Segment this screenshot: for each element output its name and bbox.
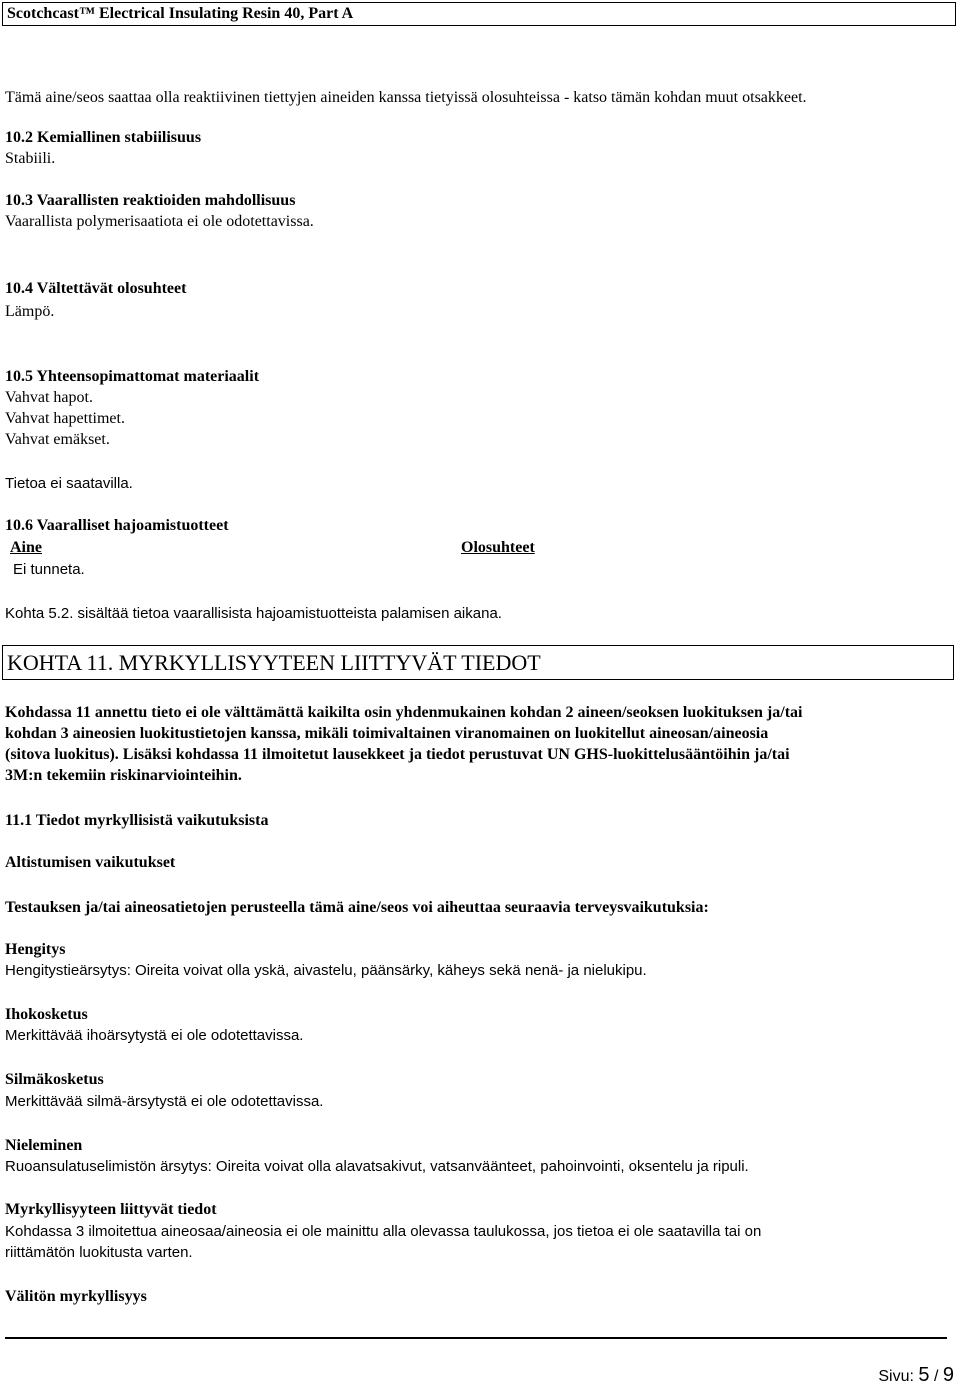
- table-cell-substance: Ei tunneta.: [13, 561, 85, 578]
- text-10-6-note: Kohta 5.2. sisältää tietoa vaarallisista hajoamistuotteista palamisen aikana.: [5, 605, 502, 622]
- eye-text: Merkittävää silmä-ärsytystä ei ole odotettavissa.: [5, 1093, 324, 1110]
- heading-10-4: 10.4 Vältettävät olosuhteet: [5, 280, 187, 297]
- text-10-5-note: Tietoa ei saatavilla.: [5, 475, 133, 492]
- ingestion-text: Ruoansulatuselimistön ärsytys: Oireita voivat olla alavatsakivut, vatsanväänteet, pahoinvointi, oksentelu ja ripuli.: [5, 1158, 749, 1175]
- heading-10-2: 10.2 Kemiallinen stabiilisuus: [5, 129, 202, 146]
- heading-11-1: 11.1 Tiedot myrkyllisistä vaikutuksista: [5, 812, 269, 829]
- footer-divider: [5, 1337, 947, 1339]
- eye-heading: Silmäkosketus: [5, 1071, 104, 1088]
- table-header-conditions: Olosuhteet: [461, 539, 535, 556]
- section-11-title: KOHTA 11. MYRKYLLISYYTEEN LIITTYVÄT TIEDOT: [2, 645, 954, 680]
- text-10-2: Stabiili.: [5, 150, 56, 167]
- heading-10-5: 10.5 Yhteensopimattomat materiaalit: [5, 368, 260, 385]
- page-label: Sivu:: [878, 1368, 914, 1385]
- skin-text: Merkittävää ihoärsytystä ei ole odotettavissa.: [5, 1027, 304, 1044]
- toxicity-heading: Myrkyllisyyteen liittyvät tiedot: [5, 1201, 217, 1218]
- testing-heading: Testauksen ja/tai aineosatietojen perusteella tämä aine/seos voi aiheuttaa seuraavia terveysvaikutuksia:: [5, 899, 709, 916]
- heading-10-6: 10.6 Vaaralliset hajoamistuotteet: [5, 517, 229, 534]
- ingestion-heading: Nieleminen: [5, 1137, 83, 1154]
- toxicity-text-line: riittämätön luokitusta varten.: [5, 1244, 193, 1261]
- inhalation-text: Hengitystieärsytys: Oireita voivat olla yskä, aivastelu, päänsärky, käheys sekä nenä- ja nielukipu.: [5, 962, 647, 979]
- exposure-heading: Altistumisen vaikutukset: [5, 854, 176, 871]
- skin-heading: Ihokosketus: [5, 1006, 88, 1023]
- list-item: Vahvat hapettimet.: [5, 410, 125, 427]
- document-header-title: Scotchcast™ Electrical Insulating Resin 40, Part A: [2, 2, 956, 26]
- current-page: 5: [918, 1364, 930, 1386]
- section-11-intro-line: 3M:n tekemiin riskinarviointeihin.: [5, 767, 242, 784]
- section-10-intro: Tämä aine/seos saattaa olla reaktiivinen tiettyjen aineiden kanssa tietyissä olosuhteissa - katso tämän kohdan muut otsakkeet.: [5, 89, 807, 106]
- page-number: [878, 1364, 954, 1387]
- inhalation-heading: Hengitys: [5, 941, 66, 958]
- section-11-intro-line: kohdan 3 aineosien luokitustietojen kanssa, mikäli toimivaltainen viranomainen on luokitellut aineosan/aineosia: [5, 725, 769, 742]
- list-item: Vahvat emäkset.: [5, 431, 110, 448]
- text-10-3: Vaarallista polymerisaatiota ei ole odotettavissa.: [5, 213, 314, 230]
- page-separator: /: [933, 1368, 939, 1385]
- list-item: Vahvat hapot.: [5, 389, 93, 406]
- section-11-intro-line: (sitova luokitus). Lisäksi kohdassa 11 ilmoitetut lausekkeet ja tiedot perustuvat UN GHS-luokittelusääntöihin ja/tai: [5, 746, 790, 763]
- acute-toxicity-heading: Välitön myrkyllisyys: [5, 1288, 147, 1305]
- total-pages: 9: [942, 1364, 954, 1386]
- section-11-intro-line: Kohdassa 11 annettu tieto ei ole välttämättä kaikilta osin yhdenmukainen kohdan 2 aineen/seoksen luokituksen ja/tai: [5, 704, 803, 721]
- table-header-substance: Aine: [10, 539, 42, 556]
- text-10-4: Lämpö.: [5, 303, 55, 320]
- heading-10-3: 10.3 Vaarallisten reaktioiden mahdollisuus: [5, 192, 296, 209]
- toxicity-text-line: Kohdassa 3 ilmoitettua aineosaa/aineosia ei ole mainittu alla olevassa taulukossa, jos tietoa ei ole saatavilla tai on: [5, 1223, 762, 1240]
